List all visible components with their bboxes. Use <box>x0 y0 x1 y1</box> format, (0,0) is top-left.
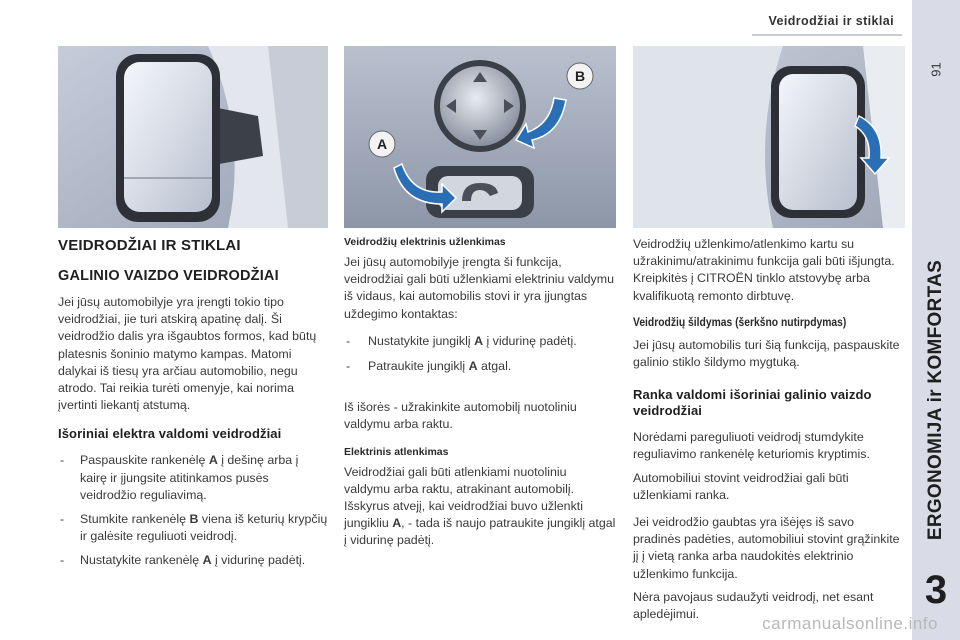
header-rule <box>752 34 902 36</box>
electric-folding-title: Veidrodžių elektrinis užlenkimas <box>344 236 506 248</box>
figure-mirror-control-switch <box>344 46 616 228</box>
ice-safety-paragraph: Nėra pavojaus sudaužyti veidrodį, net esant apledėjimui. <box>633 589 874 622</box>
list-item: - Paspauskite rankenėlę A į dešinę arba į kairę ir įjungsite atitinkamos pusės veidrodžio reguliavimą. <box>58 452 328 504</box>
remote-lock-paragraph: Iš išorės - užrakinkite automobilį nuotoliniu valdymu arba raktu. <box>344 400 577 432</box>
electric-unfolding-paragraph: Veidrodžiai gali būti atlenkiami nuotoliniu valdymu arba raktu, atrakinant automobilį. Išskyrus atvejį, kai veidrodžiai buvo užlenkti jungikliu A, - tada iš naujo patraukite jungiklį atgal į vidurinę padėtį. <box>344 464 616 548</box>
watermark: carmanualsonline.info <box>762 614 938 633</box>
list-item: - Nustatykite rankenėlę A į vidurinę padėtį. <box>58 552 328 569</box>
chapter-number: 3 <box>924 568 948 612</box>
subsection-title: Išoriniai elektra valdomi veidrodžiai <box>58 426 282 442</box>
intro-paragraph: Jei jūsų automobilyje yra įrengti tokio tipo veidrodžiai, jie turi atskirą apatinę dalį. Ši veidrodžio dalis yra išgaubtos formos, kad būtų platesnis šoninio matymo kampas. Matomi dalykai iš tiesų yra arčiau automobilio, negu atrodo. Tai reikia turėti omenyje, kai norima įvertinti liekantį atstumą. <box>58 295 317 413</box>
electric-folding-paragraph: Jei jūsų automobilyje įrengta ši funkcija, veidrodžiai gali būti užlenkiami elektriniu valdymu iš vidaus, kai automobilis stovi ir yra įjungtas uždegimo kontaktas: <box>344 255 614 321</box>
list-item: - Stumkite rankenėlę B viena iš keturių krypčių ir galėsite reguliuoti veidrodį. <box>58 511 328 545</box>
list-item: - Patraukite jungiklį A atgal. <box>344 358 616 375</box>
figure-label-a: A <box>376 136 388 152</box>
column-2 <box>344 236 616 550</box>
mirror-heating-paragraph: Jei jūsų automobilis turi šią funkciją, paspauskite galinio stiklo šildymo mygtuką. <box>633 337 900 370</box>
page-number: 91 <box>928 62 944 77</box>
column-1 <box>58 236 328 577</box>
figure-exterior-mirror <box>58 46 328 228</box>
figure-folding-mirror <box>633 46 905 228</box>
chapter-tab-label: ERGONOMIJA ir KOMFORTAS <box>925 259 946 541</box>
running-header: Veidrodžiai ir stiklai <box>768 14 894 28</box>
chapter-heading: VEIDRODŽIAI IR STIKLAI <box>58 237 241 254</box>
manual-fold-paragraph: Automobiliui stovint veidrodžiai gali būti užlenkiami ranka. <box>633 470 849 502</box>
housing-return-paragraph: Jei veidrodžio gaubtas yra išėjęs iš savo pradinės padėties, automobiliui stovint grąžinkite jį į vietą ranka arba naudokitės elektrinio užlenkimo funkcija. <box>633 515 900 581</box>
figure-label-b: B <box>574 68 586 84</box>
mirror-heating-title: Veidrodžių šildymas (šerkšno nutirpdymas) <box>633 314 847 329</box>
list-item: - Nustatykite jungiklį A į vidurinę padėtį. <box>344 333 616 350</box>
instruction-list <box>58 452 328 569</box>
column-3 <box>633 236 905 623</box>
folding-function-paragraph: Veidrodžių užlenkimo/atlenkimo kartu su užrakinimu/atrakinimu funkcija gali būti išjungta. Kreipkitės į CITROËN tinklo atstovybę arba kvalifikuotą remonto dirbtuvę. <box>633 237 895 303</box>
manual-mirrors-title: Ranka valdomi išoriniai galinio vaizdo veidrodžiai <box>633 387 872 419</box>
electric-unfolding-title: Elektrinis atlenkimas <box>344 445 449 458</box>
manual-adjust-paragraph: Norėdami pareguliuoti veidrodį stumdykite reguliavimo rankenėlę keturiomis kryptimis. <box>633 430 870 462</box>
folding-steps-list <box>344 333 616 375</box>
section-heading: GALINIO VAIZDO VEIDRODŽIAI <box>58 268 279 284</box>
